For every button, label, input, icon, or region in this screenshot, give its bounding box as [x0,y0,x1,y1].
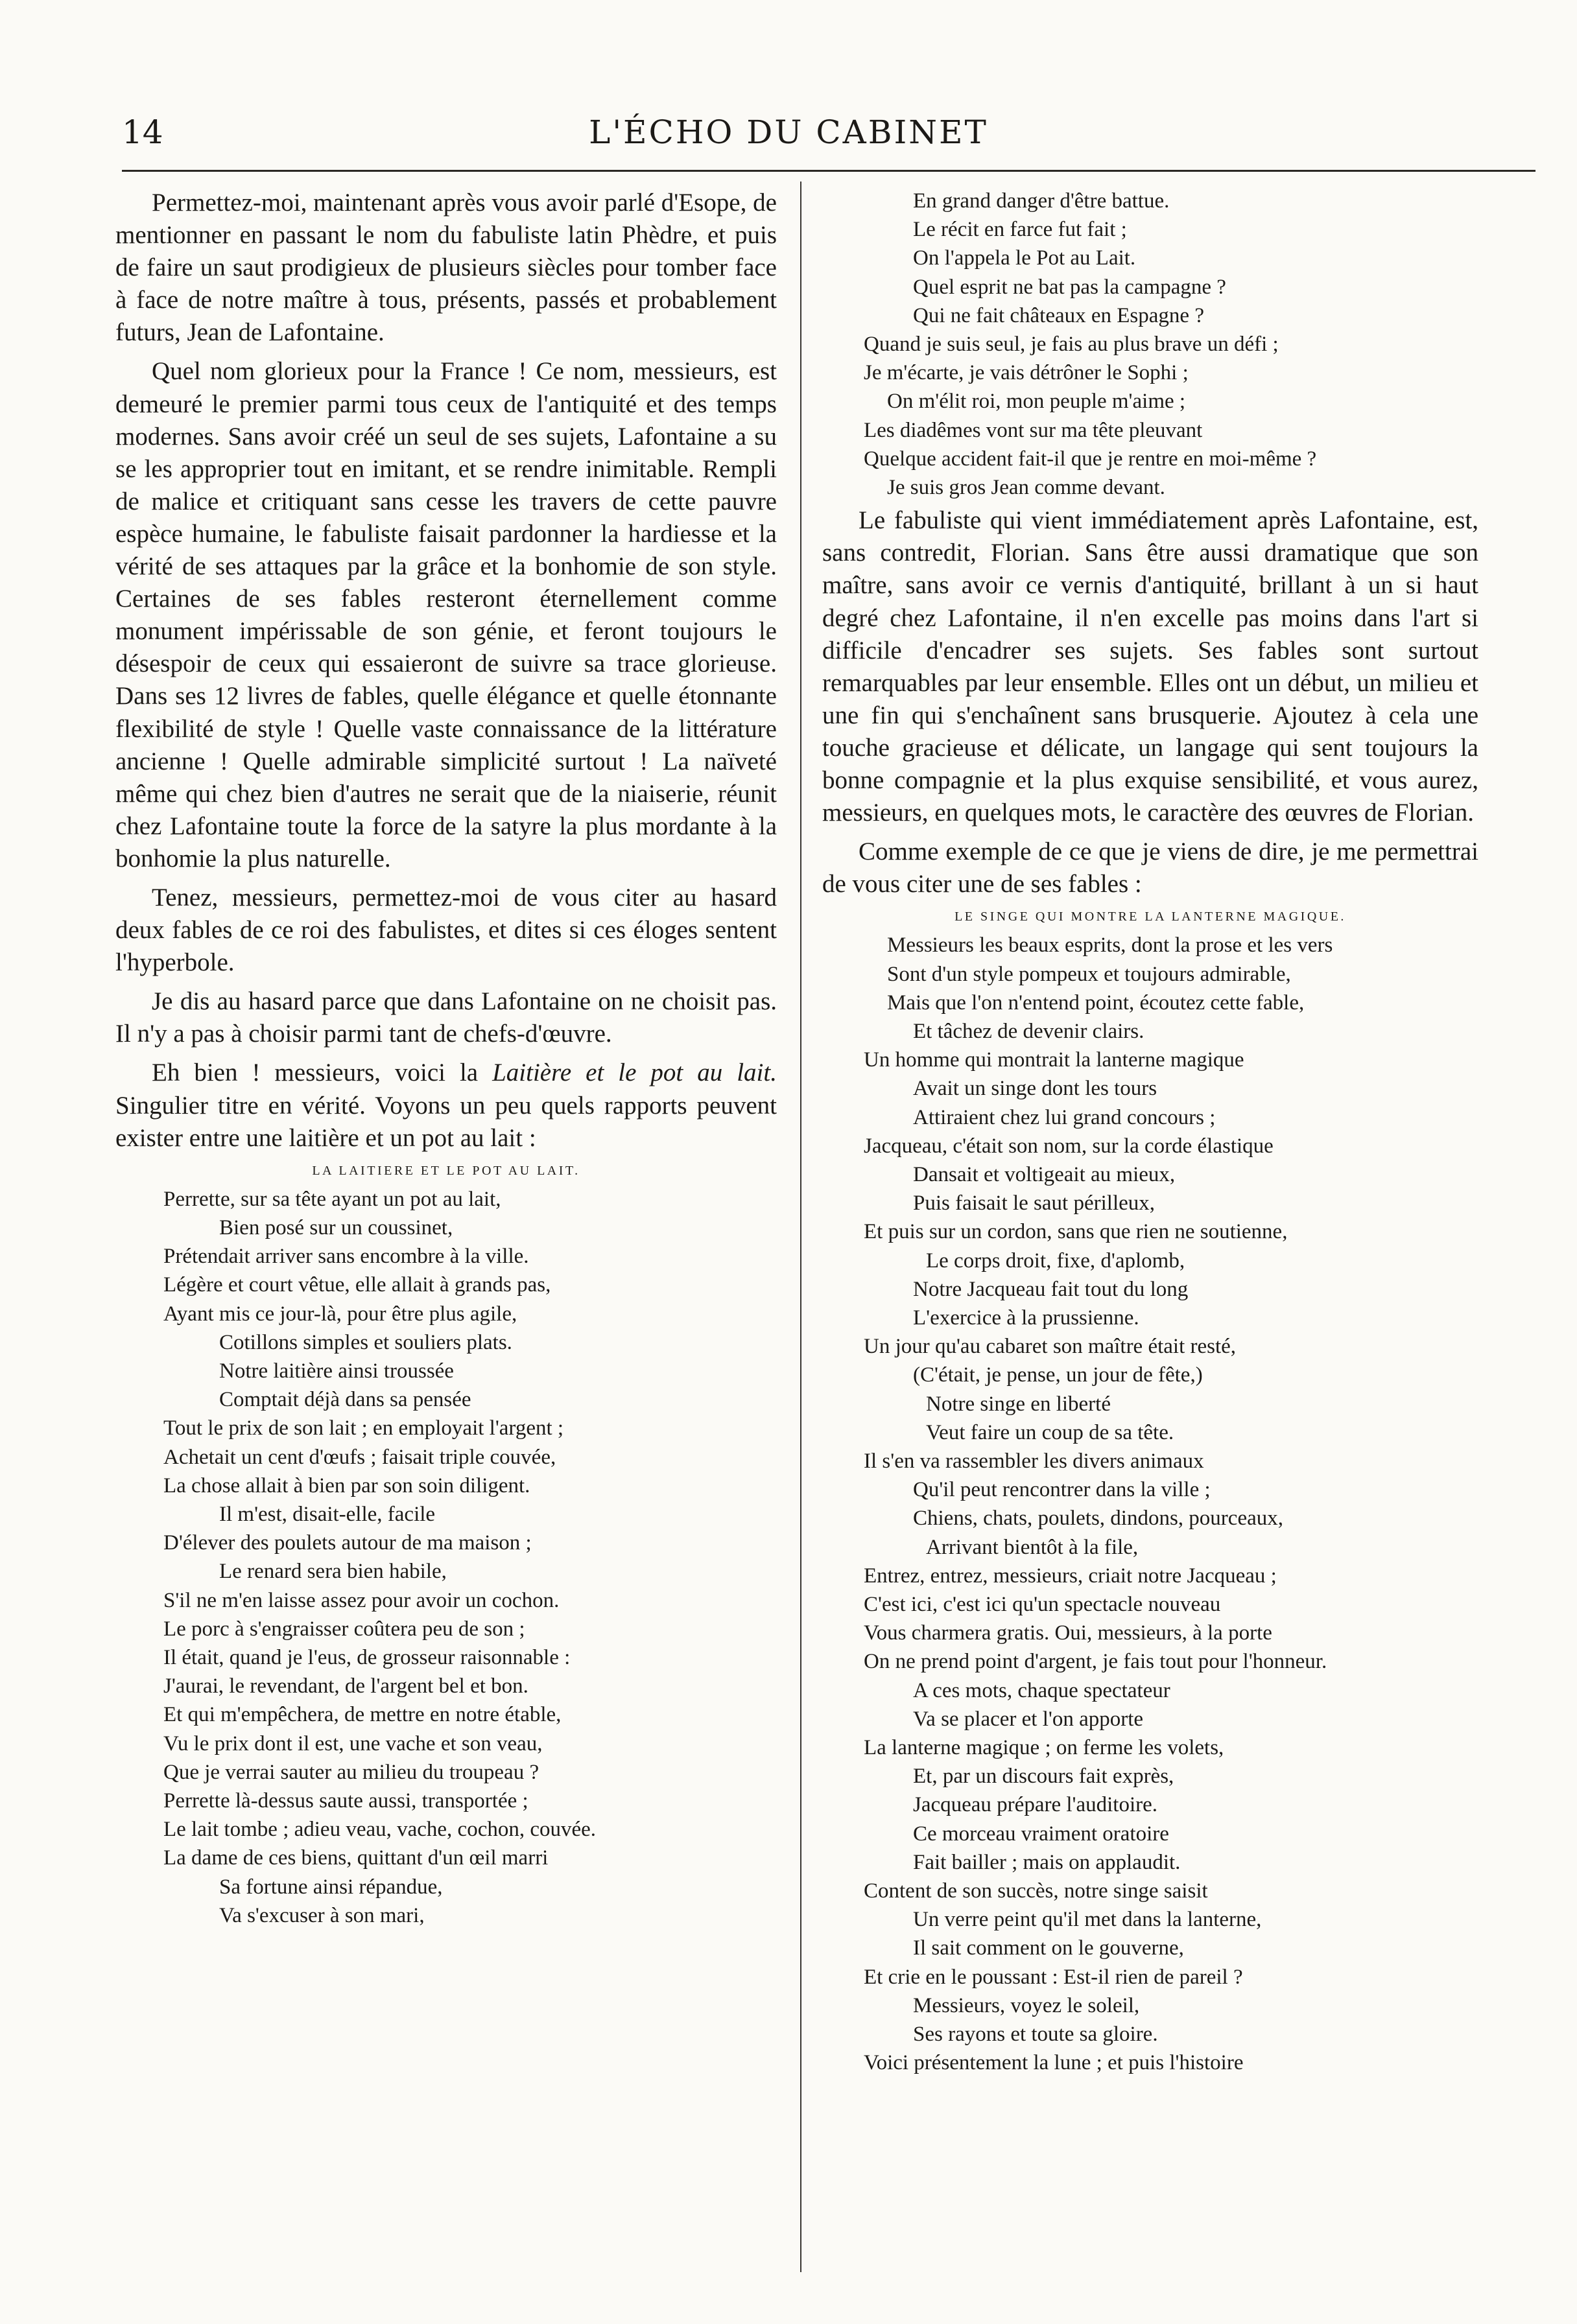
verse-line: Dansait et voltigeait au mieux, [913,1162,1176,1186]
verse-line: Puis faisait le saut périlleux, [913,1191,1156,1215]
verse-line: D'élever des poulets autour de ma maison ; [163,1531,532,1555]
verse-line: Prétendait arriver sans encombre à la ville. [163,1245,529,1269]
verse-line: J'aurai, le revendant, de l'argent bel et bon. [163,1674,528,1698]
verse-line: Jacqueau prépare l'auditoire. [913,1793,1158,1817]
verse-line: Il s'en va rassembler les divers animaux [864,1450,1204,1473]
verse-line: Et crie en le poussant : Est-il rien de pareil ? [864,1965,1243,1989]
verse-line: Perrette, sur sa tête ayant un pot au lait, [163,1187,501,1211]
verse-line: En grand danger d'être battue. [913,189,1170,213]
verse-line: Le lait tombe ; adieu veau, vache, cochon, couvée. [163,1818,597,1842]
verse-line: Que je verrai sauter au milieu du troupeau ? [163,1760,540,1784]
verse-line: Vous charmera gratis. Oui, messieurs, à la porte [864,1621,1272,1645]
page-number: 14 [122,113,163,151]
paragraph: Je dis au hasard parce que dans Lafontaine on ne choisit pas. Il n'y a pas à choisir parmi tant de chefs-d'œuvre. [115,987,777,1048]
verse-line: Perrette là-dessus saute aussi, transportée ; [163,1789,528,1813]
verse-line: Jacqueau, c'était son nom, sur la corde élastique [864,1134,1274,1158]
verse-line: Et puis sur un cordon, sans que rien ne soutienne, [864,1220,1288,1244]
verse-line: Voici présentement la lune ; et puis l'histoire [864,2051,1244,2075]
verse-line: Le récit en farce fut fait ; [913,218,1127,242]
verse-line: Il m'est, disait-elle, facile [219,1502,436,1526]
verse-line: Avait un singe dont les tours [913,1077,1157,1101]
verse-line: (C'était, je pense, un jour de fête,) [913,1363,1203,1387]
right-column [822,187,1478,2077]
verse-line: Quand je suis seul, je fais au plus brave un défi ; [864,333,1279,357]
verse-line: On l'appela le Pot au Lait. [913,246,1136,270]
poem-continued [822,187,1478,502]
verse-line: Comptait déjà dans sa pensée [219,1388,471,1412]
paragraph: Permettez-moi, maintenant après vous avoir parlé d'Esope, de mentionner en passant le nom du fabuliste latin Phèdre, et puis de faire un saut prodigieux de plusieurs siècles pour tomber face à face de notre maître à tous, présents, passés et probablement futurs, Jean de Lafontaine. [115,189,777,347]
verse-line: Notre Jacqueau fait tout du long [913,1277,1189,1301]
verse-line: Légère et court vêtue, elle allait à grands pas, [163,1273,551,1297]
poem [115,1185,777,1930]
poem-title: LA LAITIERE ET LE POT AU LAIT. [312,1163,580,1178]
verse-line: L'exercice à la prussienne. [913,1306,1139,1330]
verse-line: Mais que l'on n'entend point, écoutez cette fable, [887,991,1305,1015]
paragraph: Quel nom glorieux pour la France ! Ce nom, messieurs, est demeuré le premier parmi tous ceux de l'antiquité et des temps modernes. Sans avoir créé un seul de ses sujets, Lafontaine a su se les approprier tout en imitant, et se rendre inimitable. Rempli de malice et critiquant sans cesse les travers de cette pauvre espèce humaine, le fabuliste faisait pardonner la hardiesse et la vérité de ses attaques par la grâce et la bonhomie de son style. Certaines de ses fables resteront éternellement comme monument impérissable de son génie, et feront toujours le désespoir de ceux qui essaieront de suivre sa trace glorieuse. Dans ses 12 livres de fables, quelle élégance et quelle étonnante flexibilité de style ! Quelle vaste connaissance de la littérature ancienne ! Quelle admirable simplicité surtout ! La naïveté même qui chez bien d'autres ne serait que de la niaiserie, réunit chez Lafontaine toute la force de la satyre la plus mordante à la bonhomie la plus naturelle. [115,357,777,873]
verse-line: Va se placer et l'on apporte [913,1707,1144,1731]
verse-line: Je suis gros Jean comme devant. [887,476,1165,500]
verse-line: Fait bailler ; mais on applaudit. [913,1850,1181,1874]
paragraph: Tenez, messieurs, permettez-moi de vous citer au hasard deux fables de ce roi des fabulistes, et dites si ces éloges sentent l'hyperbole. [115,883,777,977]
verse-line: Sa fortune ainsi répandue, [219,1875,443,1899]
verse-line: Un verre peint qu'il met dans la lanterne, [913,1908,1262,1932]
verse-line: Qui ne fait châteaux en Espagne ? [913,303,1204,327]
verse-line: A ces mots, chaque spectateur [913,1678,1170,1702]
verse-line: Un jour qu'au cabaret son maître était resté, [864,1335,1237,1359]
verse-line: Veut faire un coup de sa tête. [926,1420,1174,1444]
verse-line: La chose allait à bien par son soin diligent. [163,1473,530,1497]
verse-line: Messieurs, voyez le soleil, [913,1993,1140,2017]
verse-line: Notre singe en liberté [926,1392,1111,1416]
verse-line: Entrez, entrez, messieurs, criait notre Jacqueau ; [864,1564,1277,1588]
intro-text: Singulier titre en vérité. Voyons un peu quels rapports peuvent exister entre une laitière et un pot au lait : [115,1091,777,1152]
poem [822,931,1478,2077]
poem-title: LE SINGE QUI MONTRE LA LANTERNE MAGIQUE. [954,910,1346,924]
verse-line: Qu'il peut rencontrer dans la ville ; [913,1478,1211,1502]
paragraph-intro [115,1057,777,1154]
verse-line: Vu le prix dont il est, une vache et son veau, [163,1731,543,1755]
verse-line: Et tâchez de devenir clairs. [913,1019,1144,1043]
verse-line: Quelque accident fait-il que je rentre en moi-même ? [864,447,1317,471]
fable-title-inline: Laitière et le pot au lait. [492,1059,777,1087]
verse-line: Achetait un cent d'œufs ; faisait triple couvée, [163,1445,556,1469]
header-rule [122,170,1536,172]
verse-line: S'il ne m'en laisse assez pour avoir un cochon. [163,1588,560,1612]
verse-line: Il sait comment on le gouverne, [913,1936,1184,1960]
journal-title: L'ÉCHO DU CABINET [589,113,988,151]
verse-line: Ayant mis ce jour-là, pour être plus agile, [163,1302,517,1326]
verse-line: Ses rayons et toute sa gloire. [913,2023,1158,2047]
verse-line: Chiens, chats, poulets, dindons, pourceaux, [913,1507,1283,1531]
left-column [115,187,777,1930]
verse-line: Les diadêmes vont sur ma tête pleuvant [864,418,1203,442]
intro-text: Eh bien ! messieurs, voici la [152,1059,493,1087]
verse-line: Le renard sera bien habile, [219,1560,447,1584]
verse-line: Le porc à s'engraisser coûtera peu de son ; [163,1617,525,1641]
paragraph: Le fabuliste qui vient immédiatement après Lafontaine, est, sans contredit, Florian. Sans être aussi dramatique que son maître, sans avoir ce vernis d'antiquité, brillant à un si haut degré chez Lafontaine, il n'en excelle pas moins dans l'art si difficile d'encadrer ses sujets. Ses fables sont surtout remarquables par leur ensemble. Elles ont un début, un milieu et une fin qui s'enchaînent sans brusquerie. Ajoutez à cela une touche gracieuse et délicate, un langage qui sent toujours la bonne compagnie et la plus exquise sensibilité, et vous aurez, messieurs, en quelques mots, le caractère des œuvres de Florian. [822,506,1478,827]
verse-line: On m'élit roi, mon peuple m'aime ; [887,390,1186,414]
verse-line: Je m'écarte, je vais détrôner le Sophi ; [864,361,1189,385]
verse-line: Arrivant bientôt à la file, [926,1535,1139,1559]
paragraph: Comme exemple de ce que je viens de dire, je me permettrai de vous citer une de ses fables : [822,838,1478,898]
verse-line: Messieurs les beaux esprits, dont la prose et les vers [887,933,1333,957]
verse-line: Cotillons simples et souliers plats. [219,1330,512,1354]
verse-line: Quel esprit ne bat pas la campagne ? [913,275,1226,299]
verse-line: Attiraient chez lui grand concours ; [913,1105,1216,1129]
verse-line: Il était, quand je l'eus, de grosseur raisonnable : [163,1645,571,1669]
verse-line: La lanterne magique ; on ferme les volets, [864,1736,1224,1760]
verse-line: Ce morceau vraiment oratoire [913,1822,1169,1846]
verse-line: Et qui m'empêchera, de mettre en notre étable, [163,1703,562,1727]
verse-line: C'est ici, c'est ici qu'un spectacle nouveau [864,1593,1221,1617]
verse-line: Va s'excuser à son mari, [219,1903,425,1927]
verse-line: Notre laitière ainsi troussée [219,1359,454,1383]
verse-line: Bien posé sur un coussinet, [219,1215,453,1239]
verse-line: Sont d'un style pompeux et toujours admirable, [887,962,1291,986]
verse-line: Un homme qui montrait la lanterne magique [864,1048,1244,1072]
verse-line: Content de son succès, notre singe saisit [864,1879,1208,1903]
verse-line: La dame de ces biens, quittant d'un œil marri [163,1846,549,1870]
verse-line: Et, par un discours fait exprès, [913,1765,1174,1789]
verse-line: Tout le prix de son lait ; en employait l'argent ; [163,1416,564,1440]
verse-line: On ne prend point d'argent, je fais tout pour l'honneur. [864,1650,1327,1674]
verse-line: Le corps droit, fixe, d'aplomb, [926,1249,1185,1273]
column-divider [800,182,801,2272]
